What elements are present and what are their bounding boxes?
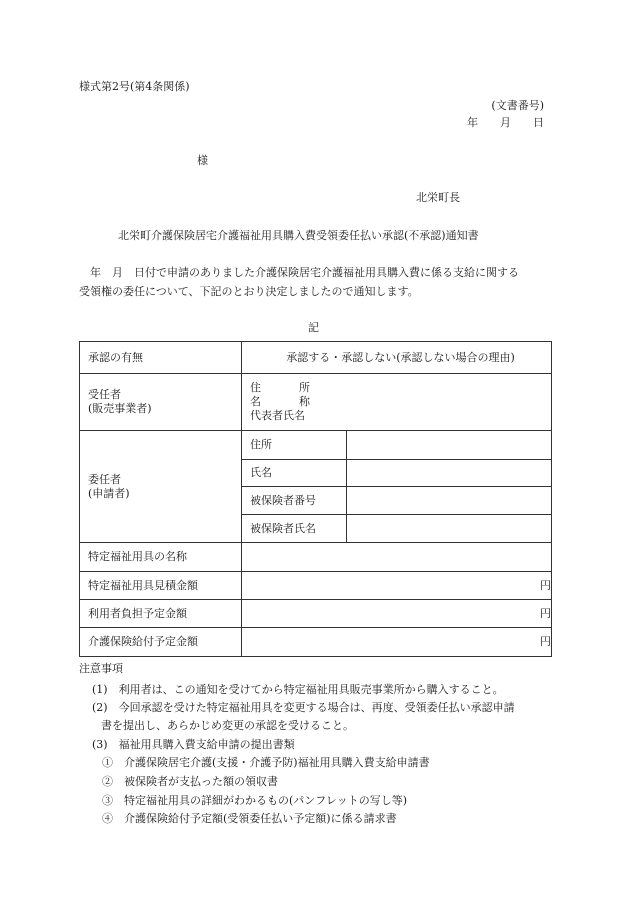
issuer: 北栄町長 — [416, 191, 460, 204]
body-line-1: 年 月 日付で申請のありました介護保険居宅介護福祉用具購入費に係る支給に関する — [79, 266, 519, 279]
note-3-item-1: ① 介護保険居宅介護(支援・介護予防)福祉用具購入費支給申請書 — [102, 756, 430, 769]
delegatee-company-name-label: 名 称 — [250, 395, 310, 408]
benefit-yen: 円 — [242, 628, 552, 657]
insured-number-label: 被保険者番号 — [242, 487, 347, 515]
notes-heading: 注意事項 — [79, 662, 123, 675]
approval-label: 承認の有無 — [80, 342, 242, 374]
item-name-label: 特定福祉用具の名称 — [80, 543, 242, 572]
approval-table — [79, 341, 552, 657]
note-3-item-3: ③ 特定福祉用具の詳細がわかるもの(パンフレットの写し等) — [102, 794, 408, 807]
note-3-item-2: ② 被保険者が支払った額の領収書 — [102, 775, 278, 788]
note-2-line1: (2) 今回承認を受けた特定福祉用具を変更する場合は、再度、受領委任払い承認申請 — [92, 701, 515, 714]
note-3-item-4: ④ 介護保険給付予定額(受領委任払い予定額)に係る請求書 — [102, 812, 397, 825]
ki-heading: 記 — [308, 321, 319, 334]
delegatee-label — [80, 374, 242, 431]
addressee-suffix: 様 — [197, 154, 208, 167]
document-title: 北栄町介護保険居宅介護福祉用具購入費受領委任払い承認(不承認)通知書 — [118, 229, 479, 242]
insured-name-label: 被保険者氏名 — [242, 515, 347, 543]
delegator-name-label: 氏名 — [242, 460, 347, 487]
estimate-label: 特定福祉用具見積金額 — [80, 572, 242, 600]
delegator-name-value — [347, 460, 552, 487]
delegatee-fields — [242, 374, 552, 431]
body-line-2: 受領権の委任について、下記のとおり決定しましたので通知します。 — [79, 285, 419, 298]
insured-number-value — [347, 487, 552, 515]
estimate-yen: 円 — [242, 572, 552, 600]
user-share-label: 利用者負担予定金額 — [80, 600, 242, 628]
delegator-label-line2: (申請者) — [88, 486, 130, 500]
delegatee-address-label: 住 所 — [250, 381, 310, 394]
user-share-yen: 円 — [242, 600, 552, 628]
approval-value: 承認する・承認しない(承認しない場合の理由) — [242, 342, 552, 374]
document-number: (文書番号) — [491, 99, 544, 112]
delegator-address-value — [347, 431, 552, 460]
delegatee-representative-label: 代表者氏名 — [250, 409, 305, 422]
insured-name-value — [347, 515, 552, 543]
note-2-line2: 書を提出し、あらかじめ変更の承認を受けること。 — [101, 719, 354, 732]
form-number: 様式第2号(第4条関係) — [79, 80, 190, 93]
delegator-address-label: 住所 — [242, 431, 347, 460]
date-line: 年 月 日 — [467, 116, 544, 129]
delegator-label — [80, 431, 242, 543]
delegator-label-line1: 委任者 — [88, 472, 121, 486]
note-1: (1) 利用者は、この通知を受けてから特定福祉用具販売事業所から購入すること。 — [92, 683, 504, 696]
benefit-label: 介護保険給付予定金額 — [80, 628, 242, 657]
delegatee-label-line1: 受任者 — [88, 388, 121, 401]
note-3: (3) 福祉用具購入費支給申請の提出書類 — [92, 738, 295, 751]
delegatee-label-line2: (販売事業者) — [88, 402, 152, 415]
item-name-value — [242, 543, 552, 572]
